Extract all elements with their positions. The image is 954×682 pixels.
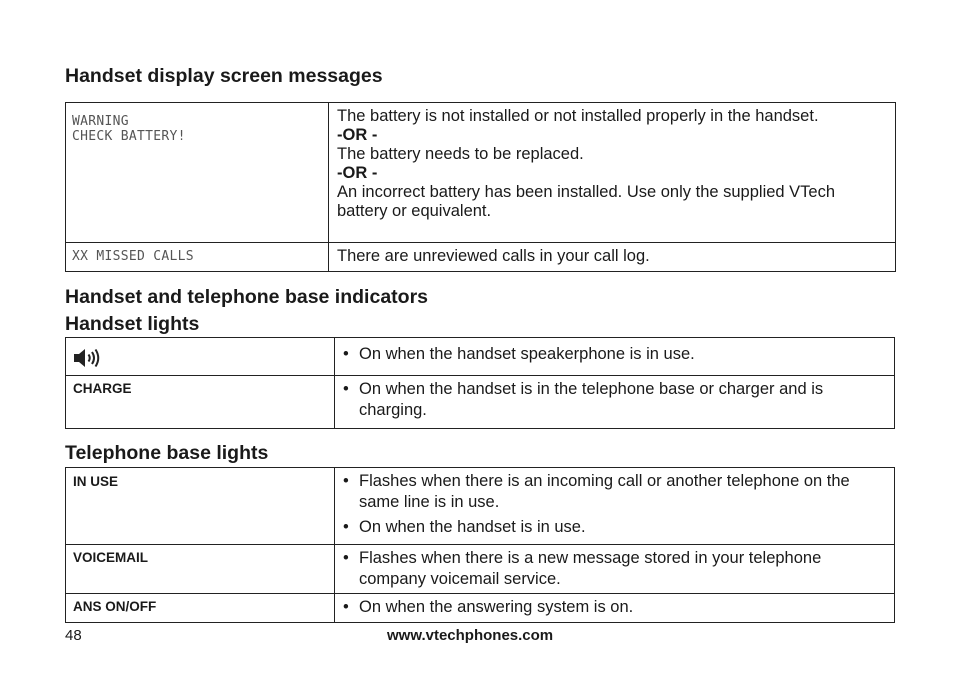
description-cell — [335, 338, 895, 376]
indicator-cell — [66, 468, 335, 545]
table-row — [66, 243, 896, 272]
list-item — [343, 344, 886, 365]
bullet: • — [343, 380, 349, 398]
indicator-label: VOICEMAIL — [73, 550, 149, 565]
lcd-cell — [66, 243, 329, 272]
list-item — [343, 379, 886, 421]
bullet: • — [343, 518, 349, 536]
table-row — [66, 376, 895, 429]
list-item — [343, 548, 886, 590]
table-row — [66, 103, 896, 243]
indicator-label: CHARGE — [73, 381, 132, 396]
display-messages-table — [65, 102, 896, 272]
footer-url: www.vtechphones.com — [387, 627, 554, 644]
bullet: • — [343, 345, 349, 363]
description-text: On when the answering system is on. — [359, 598, 634, 616]
indicator-cell — [66, 376, 335, 429]
description-text: The battery needs to be replaced. — [337, 145, 584, 163]
indicator-cell — [66, 545, 335, 594]
or-separator: -OR - — [337, 164, 378, 182]
section-heading-display-messages: Handset display screen messages — [65, 65, 383, 87]
description-cell — [329, 243, 896, 272]
description-text: On when the handset is in the telephone base or charger and is charging. — [359, 380, 824, 419]
table-row — [66, 545, 895, 594]
description-cell — [335, 376, 895, 429]
section-heading-base-lights: Telephone base lights — [65, 442, 269, 464]
list-item — [343, 517, 886, 538]
page-number: 48 — [65, 627, 82, 644]
bullet: • — [343, 549, 349, 567]
indicator-cell — [66, 338, 335, 376]
table-row — [66, 594, 895, 623]
list-item — [343, 471, 886, 513]
description-text: An incorrect battery has been installed. Use only the supplied VTech battery or equivalent. — [337, 183, 836, 220]
description-text: The battery is not installed or not installed properly in the handset. — [337, 107, 819, 125]
base-lights-table — [65, 467, 895, 623]
table-row — [66, 338, 895, 376]
lcd-text: CHECK BATTERY! — [72, 129, 186, 144]
lcd-cell — [66, 103, 329, 243]
bullet: • — [343, 598, 349, 616]
description-cell — [335, 468, 895, 545]
list-item — [343, 597, 886, 618]
description-cell — [329, 103, 896, 243]
description-cell — [335, 545, 895, 594]
section-heading-indicators: Handset and telephone base indicators — [65, 286, 428, 308]
indicator-cell — [66, 594, 335, 623]
table-row — [66, 468, 895, 545]
bullet: • — [343, 472, 349, 490]
description-text: On when the handset speakerphone is in use. — [359, 345, 695, 363]
or-separator: -OR - — [337, 126, 378, 144]
speakerphone-icon — [72, 357, 102, 374]
description-cell — [335, 594, 895, 623]
description-text: Flashes when there is an incoming call or another telephone on the same line is in use. — [359, 472, 850, 511]
description-text: There are unreviewed calls in your call log. — [337, 247, 650, 265]
section-heading-handset-lights: Handset lights — [65, 313, 200, 335]
description-text: Flashes when there is a new message stored in your telephone company voicemail service. — [359, 549, 822, 588]
lcd-text: WARNING — [72, 114, 129, 129]
indicator-label: IN USE — [73, 474, 119, 489]
handset-lights-table — [65, 337, 895, 429]
indicator-label: ANS ON/OFF — [73, 599, 157, 614]
lcd-text: XX MISSED CALLS — [72, 249, 194, 264]
description-text: On when the handset is in use. — [359, 518, 586, 536]
